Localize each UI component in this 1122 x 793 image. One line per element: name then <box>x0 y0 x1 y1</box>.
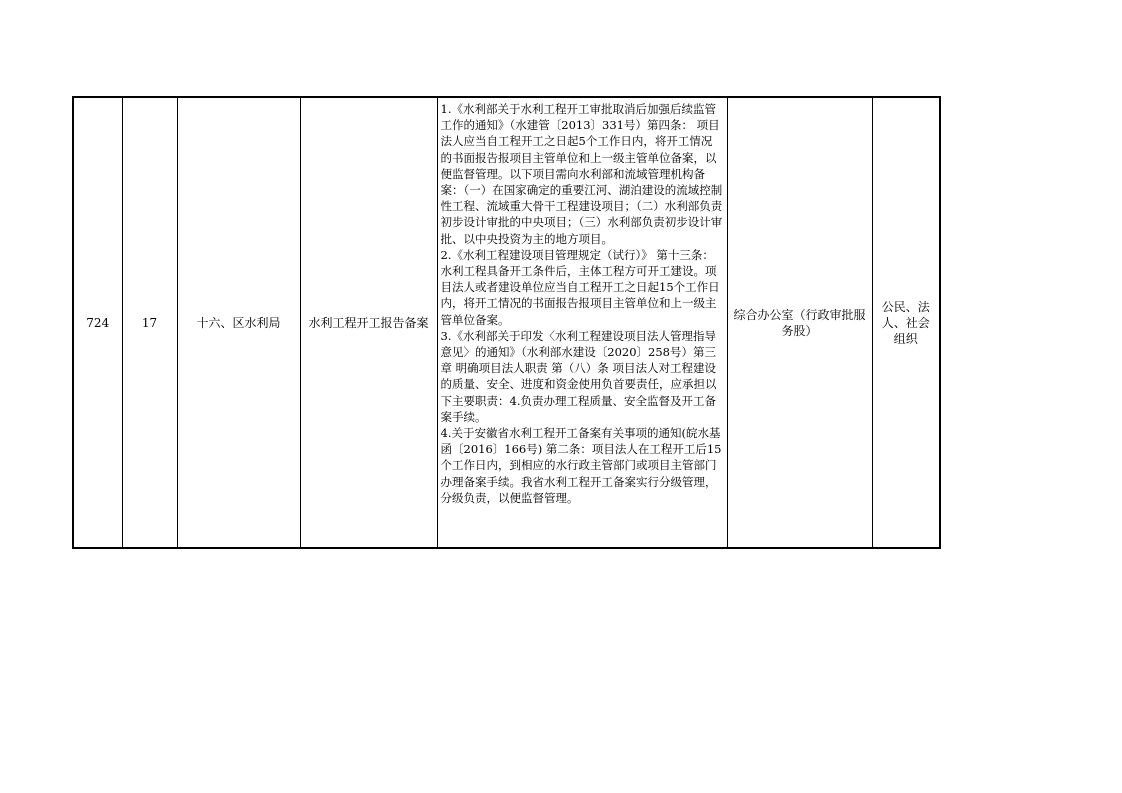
item-name-cell: 水利工程开工报告备案 <box>300 97 437 548</box>
office-cell: 综合办公室（行政审批服务股） <box>727 97 872 548</box>
sub-seq-cell: 17 <box>122 97 177 548</box>
table-row <box>73 97 940 548</box>
department-cell: 十六、区水利局 <box>177 97 300 548</box>
legal-basis-item-2: 2.《水利工程建设项目管理规定（试行）》 第十三条： 水利工程具备开工条件后，主体工程方可开工建设。项目法人或者建设单位应当自工程开工之日起15个工作日内，将开工情况的书面报告报项目主管单位和上一级主管单位备案。 <box>440 247 720 327</box>
document-table <box>72 96 941 549</box>
seq-cell: 724 <box>73 97 122 548</box>
legal-basis-item-3: 3.《水利部关于印发〈水利工程建设项目法人管理指导意见〉的通知》（水利部水建设〔2020〕258号）第三章 明确项目法人职责 第（八）条 项目法人对工程建设的质量、安全、进度和资金使用负首要责任，应承担以下主要职责：4.负责办理工程质量、安全监督及开工备案手续。 <box>440 328 717 424</box>
target-cell: 公民、法人、社会组织 <box>872 97 940 548</box>
legal-basis-cell <box>437 97 727 548</box>
legal-basis-item-1: 1.《水利部关于水利工程开工审批取消后加强后续监管工作的通知》（水建管〔2013〕331号）第四条： 项目法人应当自工程开工之日起5个工作日内，将开工情况的书面报告报项目主管单位和上一级主管单位备案，以便监督管理。以下项目需向水利部和流域管理机构备案：（一）在国家确定的重要江河、湖泊建设的流域控制性工程、流域重大骨干工程建设项目；（二）水利部负责初步设计审批的中央项目；（三）水利部负责初步设计审批、以中央投资为主的地方项目。 <box>440 102 723 246</box>
legal-basis-item-4: 4.关于安徽省水利工程开工备案有关事项的通知(皖水基函〔2016〕166号) 第二条：项目法人在工程开工后15个工作日内，到相应的水行政主管部门或项目主管部门办理备案手续。我省水利工程开工备案实行分级管理，分级负责，以便监督管理。 <box>440 426 722 505</box>
